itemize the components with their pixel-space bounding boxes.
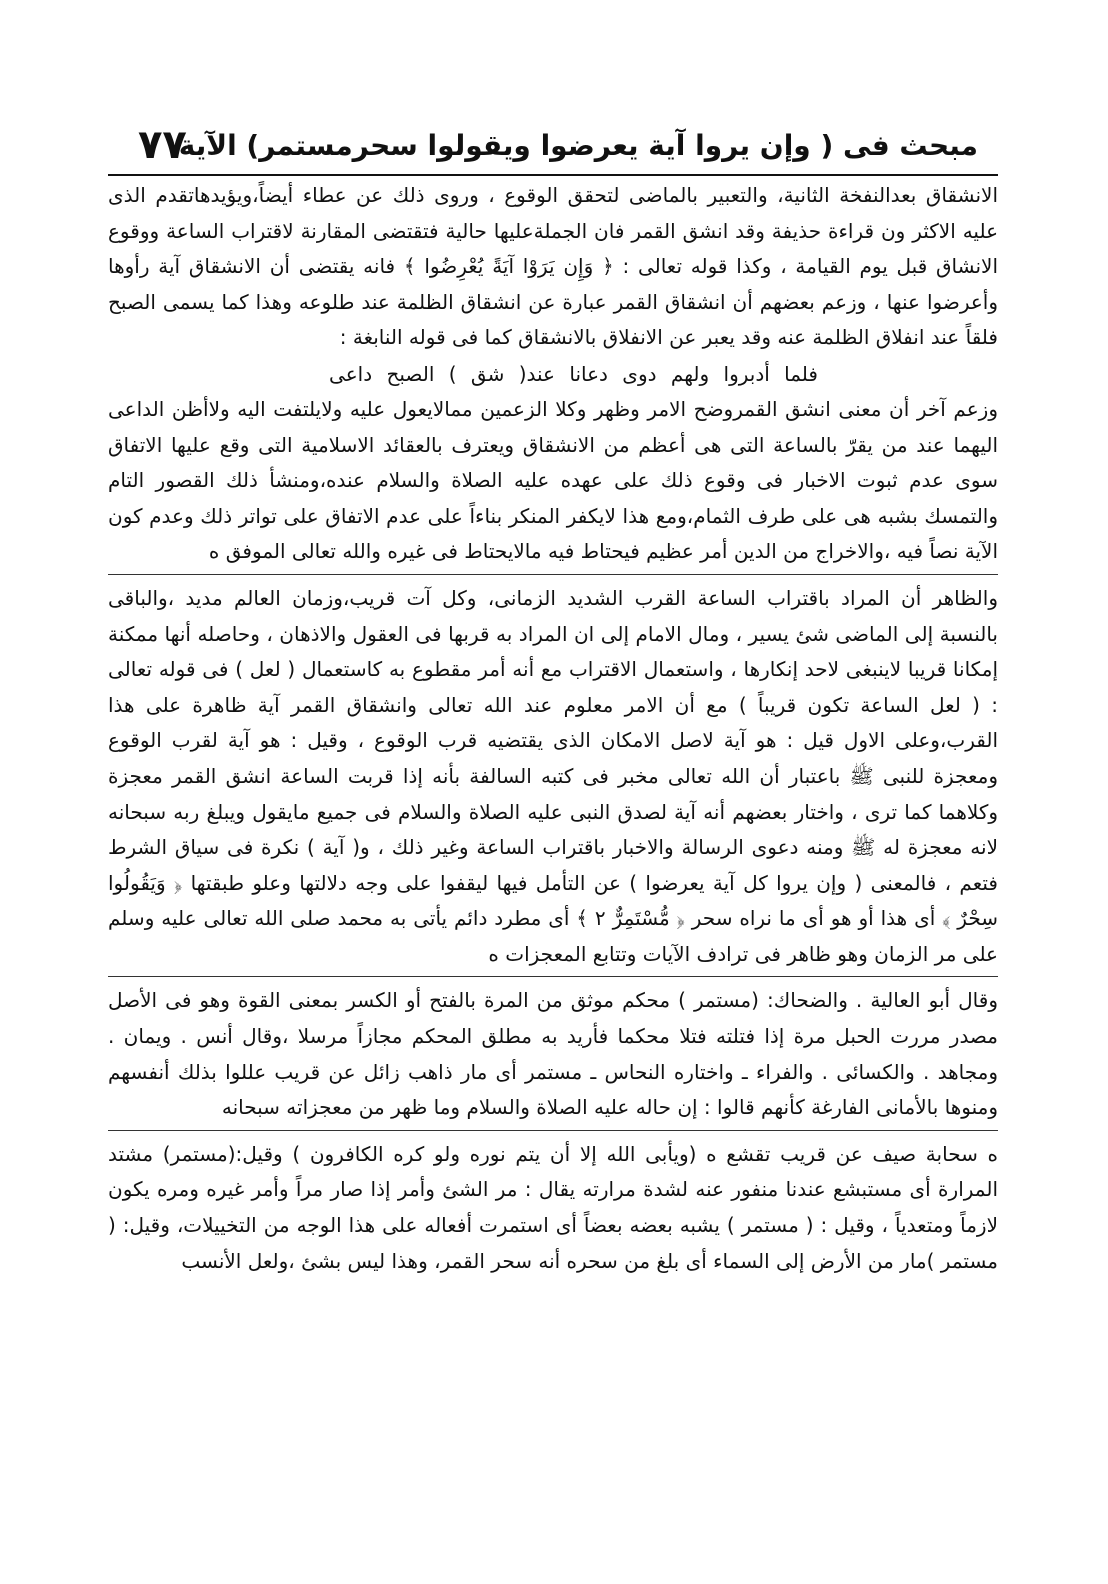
page-number: ٧٧: [138, 122, 187, 168]
page-header: [108, 118, 998, 176]
paragraph-3: والظاهر أن المراد باقتراب الساعة القرب الشديد الزمانى، وكل آت قريب،وزمان العالم مديد ،والباقى بالنسبة إلى الماضى شئ يسير ، ومال الامام إلى ان المراد به قربها فى العقول والاذهان ، وحاصله أنها ممكنة إمكانا قريبا لاينبغى لاحد إنكارها ، واستعمال الاقتراب مع أنه أمر مقطوع به كاستعمال ( لعل ) فى قوله تعالى : ( لعل الساعة تكون قريباً ) مع أن الامر معلوم عند الله تعالى وانشقاق القمر آية ظاهرة على هذا القرب،وعلى الاول قيل : هو آية لاصل الامكان الذى يقتضيه قرب الوقوع ، وقيل : هو آية لقرب الوقوع ومعجزة للنبى ﷺ باعتبار أن الله تعالى مخبر فى كتبه السالفة بأنه إذا قربت الساعة انشق القمر معجزة وكلاهما كما ترى ، واختار بعضهم أنه آية لصدق النبى عليه الصلاة والسلام فى جميع مايقول ويبلغ ربه سبحانه لانه معجزة له ﷺ ومنه دعوى الرسالة والاخبار باقتراب الساعة وغير ذلك ، و( آية ) نكرة فى سياق الشرط فتعم ، فالمعنى ( وإن يروا كل آية يعرضوا ) عن التأمل فيها ليقفوا على وجه دلالتها وعلو طبقتها ﴿ وَيَقُولُوا سِحْرٌ ﴾ أى هذا أو هو أى ما نراه سحر ﴿ مُّسْتَمِرٌّ ٢ ﴾ أى مطرد دائم يأتى به محمد صلى الله تعالى عليه وسلم على مر الزمان وهو ظاهر فى ترادف الآيات وتتابع المعجزات ه: [108, 585, 998, 966]
poetry-verse: فلما أدبروا ولهم دوى دعانا عند( شق ) الصبح داعى: [329, 361, 818, 386]
section-divider: [108, 976, 998, 977]
section-divider: [108, 574, 998, 575]
book-page: [108, 118, 998, 1478]
paragraph-1: الانشقاق بعدالنفخة الثانية، والتعبير بالماضى لتحقق الوقوع ، وروى ذلك عن عطاء أيضاً،ويؤيدهاتقدم الذى عليه الاكثر ون قراءة حذيفة وقد انشق القمر فان الجملةعليها حالية فتقتضى المقارنة لاقتراب الساعة ووقوع الانشاق قبل يوم القيامة ، وكذا قوله تعالى : ﴿ وَإِن يَرَوْا آيَةً يُعْرِضُوا ﴾ فانه يقتضى أن الانشقاق آية رأوها وأعرضوا عنها ، وزعم بعضهم أن انشقاق القمر عبارة عن انشقاق الظلمة عند طلوعه وهذا كما يسمى الصبح فلقاً عند انفلاق الظلمة عنه وقد يعبر عن الانفلاق بالانشقاق كما فى قوله النابغة :: [108, 183, 998, 350]
paragraph-2: وزعم آخر أن معنى انشق القمروضح الامر وظهر وكلا الزعمين ممالايعول عليه ولايلتفت اليه ولاأظن الداعى اليهما عند من يقرّ بالساعة التى هى أعظم من الانشقاق ويعترف بالعقائد الاسلامية التى وقع عليها الاتفاق سوى عدم ثبوت الاخبار فى وقوع ذلك على عهده عليه الصلاة والسلام عنده،ومنشأ ذلك القصور التام والتمسك بشبه هى على طرف الثمام،ومع هذا لايكفر المنكر بناءاً على عدم الاتفاق على تواتر ذلك وعدم كون الآية نصاً فيه ،والاخراج من الدين أمر عظيم فيحتاط فيه مالايحتاط فى غيره والله تعالى الموفق ه: [108, 396, 998, 564]
body-text: [108, 176, 998, 1279]
section-divider: [108, 1130, 998, 1131]
paragraph-5: ه سحابة صيف عن قريب تقشع ه (ويأبى الله إلا أن يتم نوره ولو كره الكافرون ) وقيل:(مستمر) مشتد المرارة أى مستبشع عندنا منفور عنه لشدة مرارته يقال : مر الشئ وأمر إذا صار مراً وأمر غيره ومره يكون لازماً ومتعدياً ، وقيل : ( مستمر ) يشبه بعضه بعضاً أى استمرت أفعاله على هذا الوجه من التخييلات، وقيل: ( مستمر )مار من الأرض إلى السماء أى بلغ من سحره أنه سحر القمر، وهذا ليس بشئ ،ولعل الأنسب: [108, 1141, 998, 1273]
running-title: مبحث فى ( وإن يروا آية يعرضوا ويقولوا سحرمستمر) الآية: [178, 129, 978, 162]
paragraph-4: وقال أبو العالية . والضحاك: (مستمر ) محكم موثق من المرة بالفتح أو الكسر بمعنى القوة وهو فى الأصل مصدر مررت الحبل مرة إذا فتلته فتلا محكما فأريد به مطلق المحكم مجازاً مرسلا ،وقال أنس . ويمان . ومجاهد . والكسائى . والفراء ـ واختاره النحاس ـ مستمر أى مار ذاهب زائل عن قريب عللوا بذلك أنفسهم ومنوها بالأمانى الفارغة كأنهم قالوا : إن حاله عليه الصلاة والسلام وما ظهر من معجزاته سبحانه: [108, 988, 998, 1120]
